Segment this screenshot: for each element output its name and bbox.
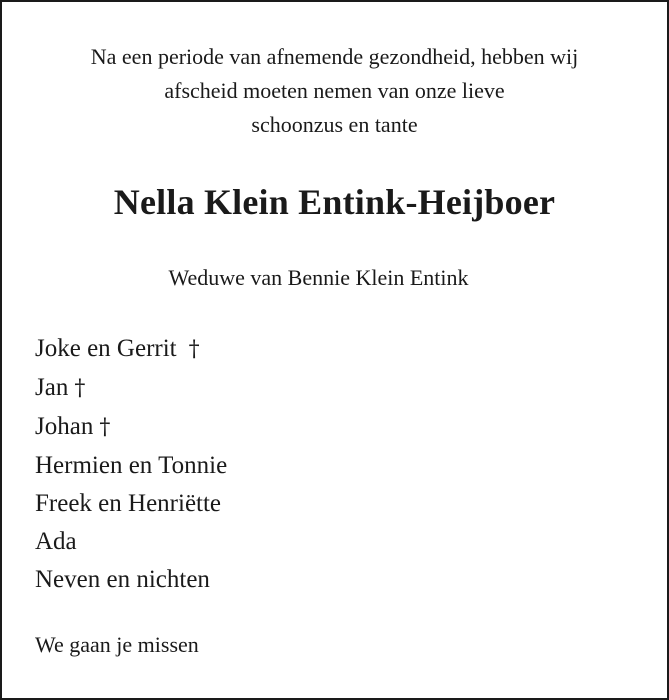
intro-line-3: schoonzus en tante bbox=[251, 112, 418, 137]
widow-of-line bbox=[2, 261, 667, 295]
family-names: Neven en nichten bbox=[35, 566, 210, 593]
family-item-johan bbox=[35, 408, 227, 447]
family-item-joke-gerrit bbox=[35, 330, 227, 369]
family-names: Johan bbox=[35, 413, 94, 440]
family-names: Jan bbox=[35, 374, 69, 401]
widow-of-text: Weduwe van Bennie Klein Entink bbox=[168, 265, 469, 290]
family-item-freek-henriette bbox=[35, 485, 227, 523]
intro-text bbox=[2, 40, 667, 142]
intro-line-1: Na een periode van afnemende gezondheid, hebben wij bbox=[90, 44, 579, 69]
family-item-ada bbox=[35, 523, 227, 561]
family-names: Joke en Gerrit bbox=[35, 335, 177, 362]
family-names: Ada bbox=[35, 528, 77, 555]
cross-icon: † bbox=[99, 415, 111, 440]
closing-text: We gaan je missen bbox=[35, 632, 199, 657]
family-item-hermien-tonnie bbox=[35, 447, 227, 485]
family-item-neven-nichten bbox=[35, 561, 227, 599]
cross-icon: † bbox=[188, 337, 200, 362]
intro-line-2: afscheid moeten nemen van onze lieve bbox=[164, 78, 505, 103]
family-names: Hermien en Tonnie bbox=[35, 452, 228, 479]
family-names: Freek en Henriëtte bbox=[35, 490, 222, 517]
cross-icon: † bbox=[74, 376, 86, 401]
family-item-jan bbox=[35, 369, 227, 408]
deceased-name: Nella Klein Entink-Heijboer bbox=[113, 182, 556, 222]
family-list bbox=[35, 330, 227, 599]
